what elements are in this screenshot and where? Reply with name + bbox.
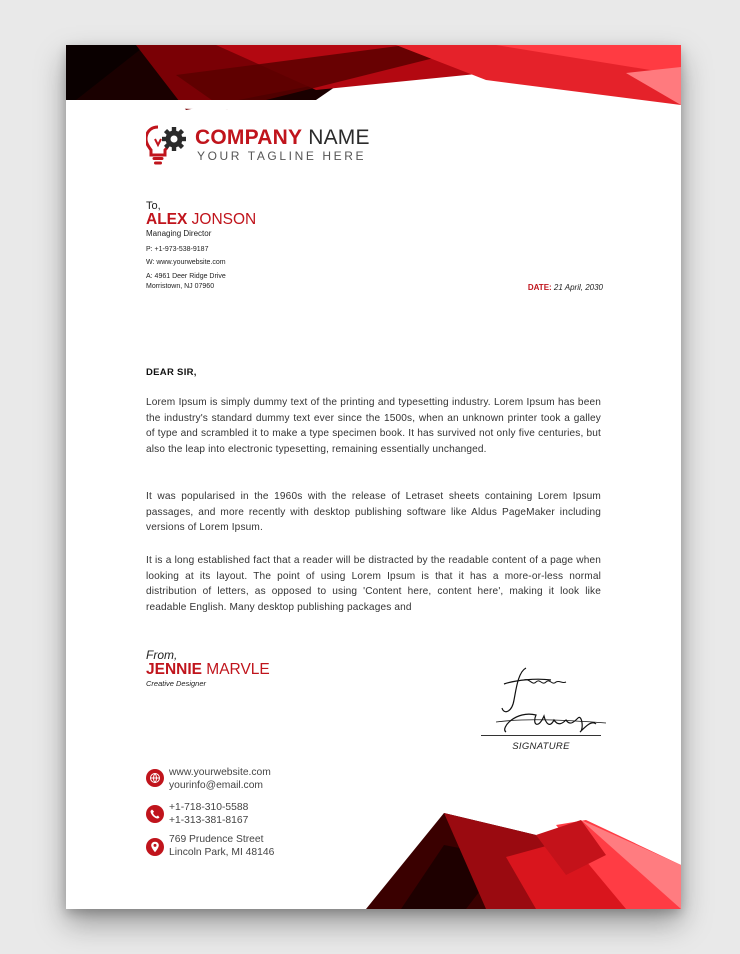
recipient-address-line2: Morristown, NJ 07960 [146, 283, 215, 290]
sender-last-name: MARVLE [202, 661, 270, 678]
body-paragraph-3: It is a long established fact that a reader will be distracted by the readable content of a page when looking at its layout. The point of using Lorem Ipsum is that it has a more-or-less normal distribution of letters, as opposed to using 'Content here, content here', making it look like readable English. Many desktop publishing packages and [146, 555, 601, 613]
contact-address-line2: Lincoln Park, MI 48146 [169, 847, 275, 858]
date-value: 21 April, 2030 [551, 283, 603, 292]
letterhead-page [66, 45, 681, 909]
recipient-website: W: www.yourwebsite.com [146, 259, 226, 266]
sender-name [146, 661, 270, 679]
recipient-phone: P: +1-973-538-9187 [146, 246, 209, 253]
recipient-first-name: ALEX [146, 211, 188, 228]
handwritten-signature [496, 660, 606, 735]
recipient-title: Managing Director [146, 229, 212, 238]
salutation: DEAR SIR, [146, 367, 197, 378]
sender-first-name: JENNIE [146, 661, 202, 678]
contact-address-line1: 769 Prudence Street [169, 834, 264, 845]
from-label: From, [146, 648, 178, 662]
sender-title: Creative Designer [146, 679, 207, 688]
contact-website: www.yourwebsite.com [169, 767, 271, 778]
contact-phone-2: +1-313-381-8167 [169, 815, 249, 826]
date-label: DATE: [527, 283, 552, 292]
to-label: To, [146, 200, 161, 212]
company-name-bold: COMPANY [195, 126, 303, 149]
recipient-address-line1: A: 4961 Deer Ridge Drive [146, 273, 226, 280]
header-decoration [66, 45, 681, 115]
signature-line [481, 735, 601, 736]
company-name-rest: NAME [302, 126, 370, 149]
globe-icon [146, 769, 164, 787]
company-name [195, 126, 370, 150]
recipient-last-name: JONSON [187, 211, 257, 228]
company-tagline: YOUR TAGLINE HERE [197, 149, 367, 163]
phone-icon [146, 805, 164, 823]
recipient-name [146, 211, 256, 229]
body-paragraph-1: Lorem Ipsum is simply dummy text of the printing and typesetting industry. Lorem Ipsum has been the industry's standard dummy text ever since the 1500s, when an unknown printer took a galley of type and scrambled it to make a type specimen book. It has survived not only five centuries, but also the leap into electronic typesetting, remaining essentially unchanged. [146, 397, 601, 455]
contact-phone-1: +1-718-310-5588 [169, 802, 249, 813]
body-paragraph-2: It was popularised in the 1960s with the release of Letraset sheets containing Lorem Ipsum passages, and more recently with desktop publishing software like Aldus PageMaker including versions of Lorem Ipsum. [146, 491, 601, 534]
signature-label: SIGNATURE [512, 741, 570, 752]
lightbulb-gear-icon [146, 125, 190, 167]
contact-email: yourinfo@email.com [169, 780, 264, 791]
letter-date [528, 283, 603, 292]
location-pin-icon [146, 838, 164, 856]
